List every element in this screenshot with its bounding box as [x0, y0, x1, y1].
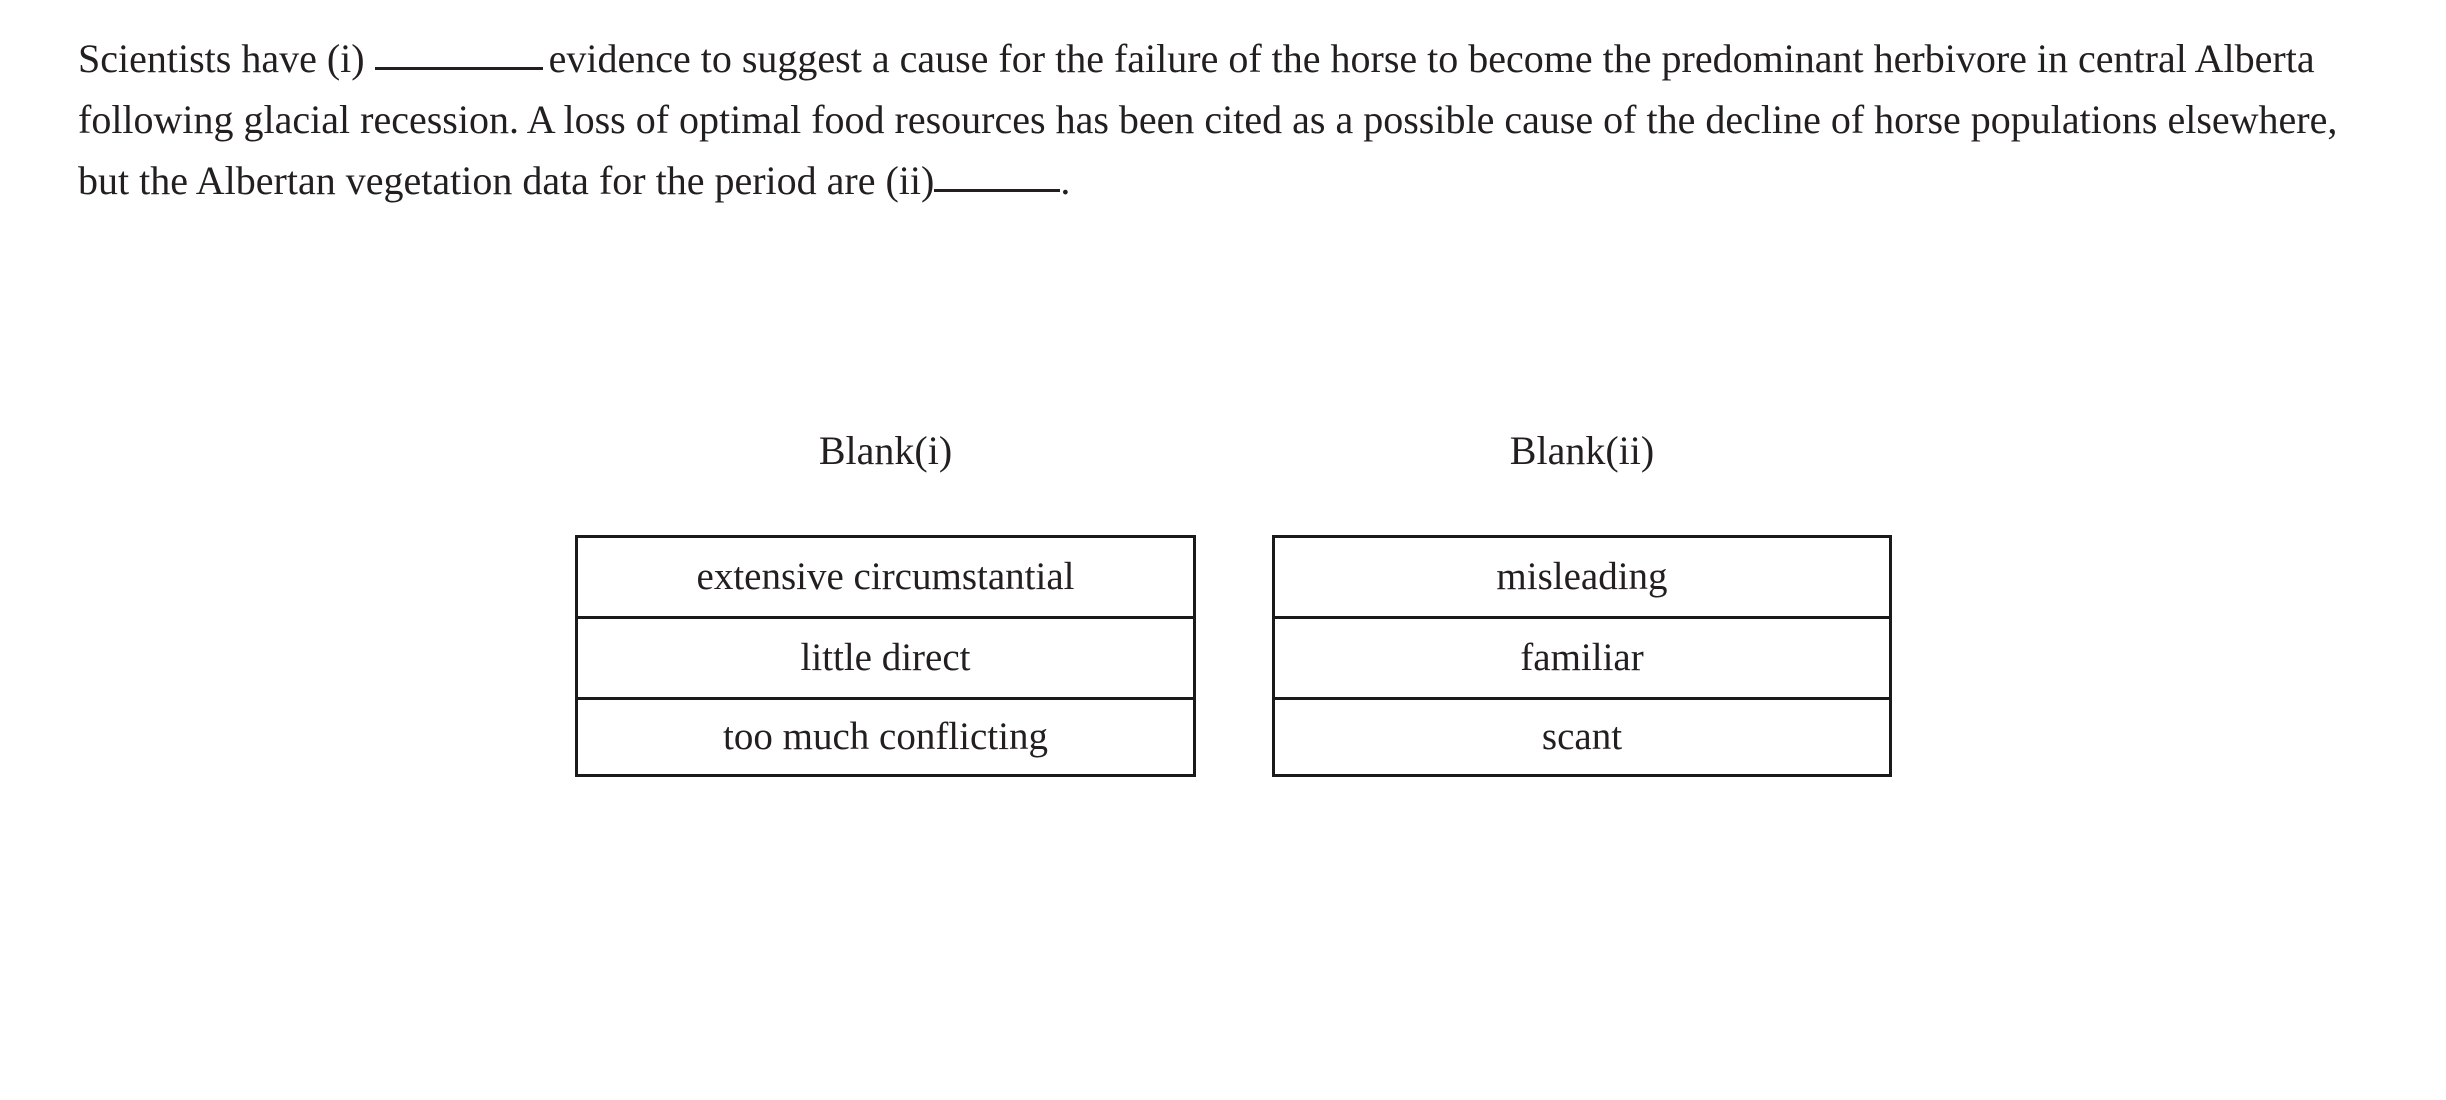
table-row[interactable]	[1274, 537, 1891, 618]
table-row[interactable]	[1274, 699, 1891, 776]
answer-option-blank-i-2[interactable]: little direct	[577, 618, 1195, 699]
prompt-text-between-blanks: evidence to suggest a cause for the failure of the horse to become the predominant herbivore in central Alberta following glacial recession. A loss of optimal food resources has been cited as a possible cause of the decline of horse populations elsewhere, but the Albertan vegetation data for the period are (ii)	[78, 36, 2348, 203]
answer-option-blank-ii-1[interactable]: misleading	[1274, 537, 1891, 618]
answer-table-blank-i	[575, 535, 1196, 777]
column-header-blank-ii: Blank(ii)	[1509, 428, 1655, 473]
table-row[interactable]	[577, 618, 1195, 699]
answer-table-blank-ii	[1272, 535, 1892, 777]
answer-option-blank-ii-3[interactable]: scant	[1274, 699, 1891, 776]
column-header-blank-i: Blank(i)	[818, 428, 953, 473]
prompt-text-before-blank-i: Scientists have (i)	[78, 36, 365, 81]
answer-option-blank-i-3[interactable]: too much conflicting	[577, 699, 1195, 776]
prompt-text-after-blank-ii: .	[1060, 158, 1071, 203]
table-row[interactable]	[1274, 618, 1891, 699]
answer-option-blank-ii-2[interactable]: familiar	[1274, 618, 1891, 699]
table-row[interactable]	[577, 537, 1195, 618]
table-row[interactable]	[577, 699, 1195, 776]
answer-option-blank-i-1[interactable]: extensive circumstantial	[577, 537, 1195, 618]
